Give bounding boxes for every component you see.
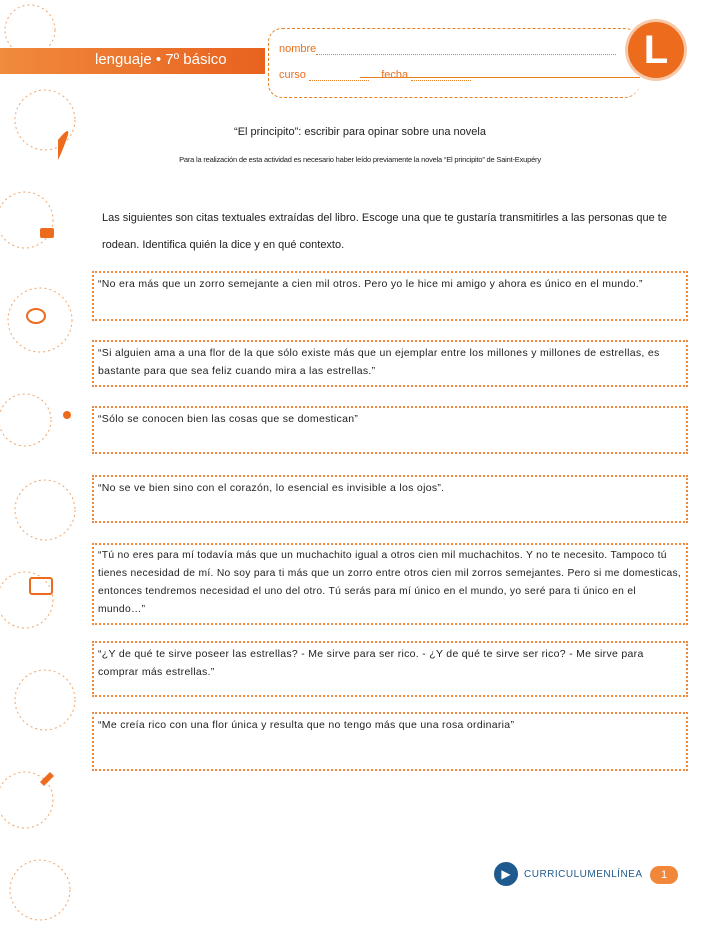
quote-box[interactable]: “¿Y de qué te sirve poseer las estrellas? - Me sirve para ser rico. - ¿Y de qué te sirve ser rico? - Me sirve para comprar más estrellas.” xyxy=(92,641,688,697)
nombre-label: nombre xyxy=(279,43,317,55)
subject-badge: L xyxy=(628,22,684,78)
instructions-note: Para la realización de esta actividad es necesario haber leído previamente la novela “El principito” de Saint-Exupéry xyxy=(179,155,541,164)
quote-box[interactable]: “No era más que un zorro semejante a cien mil otros. Pero yo le hice mi amigo y ahora es único en el mundo.” xyxy=(92,271,688,321)
decorative-swirls-icon xyxy=(0,0,80,932)
page-title: “El principito”: escribir para opinar sobre una novela xyxy=(234,126,486,138)
page-number: 1 xyxy=(650,866,678,884)
student-fields xyxy=(268,28,639,98)
quote-box[interactable]: “Tú no eres para mí todavía más que un muchachito igual a otros cien mil muchachitos. Y no te necesito. Tampoco tú tienes necesidad de mí. No soy para ti más que un zorro entre otros cien mil zorros semejantes. Pero si me domesticas, entonces tendremos necesidad el uno del otro. Tú serás para mí único en el mundo, yo seré para ti único en el mundo…” xyxy=(92,543,688,625)
curso-label: curso xyxy=(279,69,306,81)
nombre-field[interactable] xyxy=(316,54,616,55)
fecha-label: fecha xyxy=(381,69,409,81)
header-divider xyxy=(360,77,640,78)
quote-box[interactable]: “Sólo se conocen bien las cosas que se domestican” xyxy=(92,406,688,454)
subject-label: lenguaje • 7º básico xyxy=(95,51,227,68)
logo-text: CURRICULUMENLÍNEA xyxy=(524,868,643,880)
intro-text: Las siguientes son citas textuales extraídas del libro. Escoge una que te gustaría transmitirles a las personas que te rodean. Identifica quién la dice y en qué contexto. xyxy=(102,212,667,251)
curriculum-logo xyxy=(494,862,643,886)
fecha-field[interactable] xyxy=(411,80,471,81)
quote-box[interactable]: “Me creía rico con una flor única y resulta que no tengo más que una rosa ordinaria” xyxy=(92,712,688,771)
curso-field[interactable] xyxy=(309,80,369,81)
play-arrow-icon: ▶ xyxy=(494,862,518,886)
quote-box[interactable]: “Si alguien ama a una flor de la que sólo existe más que un ejemplar entre los millones y millones de estrellas, es bastante para que sea feliz cuando mira a las estrellas.” xyxy=(92,340,688,387)
quote-box[interactable]: “No se ve bien sino con el corazón, lo esencial es invisible a los ojos”. xyxy=(92,475,688,523)
